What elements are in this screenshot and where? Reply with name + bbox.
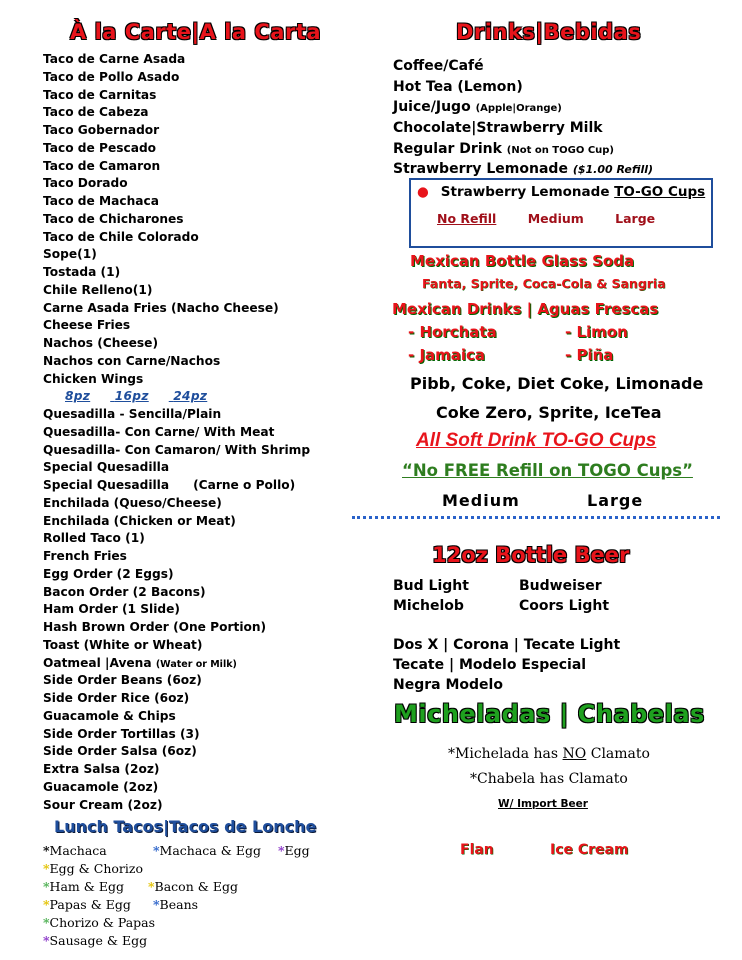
menu-item: Guacamole & Chips [43,708,176,723]
chabela-note: *Chabela has Clamato [470,771,628,787]
michelada-note: *Michelada has NO Clamato [448,746,650,762]
menu-item: Nachos con Carne/Nachos [43,353,221,368]
drinks-list [393,56,653,180]
menu-item: Special Quesadilla (Carne o Pollo) [43,478,296,492]
lemonade-sizes [437,211,682,226]
menu-item: Extra Salsa (2oz) [43,762,160,776]
beer-item: Negra Modelo [393,677,503,693]
medium-label: Medium [527,211,584,226]
section-divider [352,516,720,519]
menu-item: Quesadilla- Con Carne/ With Meat [43,424,275,439]
menu-item: Taco de Machaca [43,194,159,208]
menu-item: Quesadilla- Con Camaron/ With Shrimp [43,442,311,457]
a-la-carte-title: À la Carte|A la Carta [70,20,322,44]
beer-row [393,596,610,616]
menu-item: Rolled Taco (1) [43,531,145,546]
large-label: Large [615,211,656,226]
no-refill-label: No Refill [437,211,497,226]
mexican-soda-title: Mexican Bottle Glass Soda [410,252,635,270]
drink-note: (Not on TOGO Cup) [506,144,615,156]
beer-item: Bud Light [393,578,469,594]
lunch-item: *Beans [153,897,199,912]
menu-item: Carne Asada Fries (Nacho Cheese) [43,300,279,315]
drinks-title: Drinks|Bebidas [456,20,642,44]
large-size-label: Large [587,491,644,510]
lunch-tacos-list [43,842,310,950]
bullet-icon: ● [417,184,429,200]
lunch-row [43,842,310,860]
menu-item: Ham Order (1 Slide) [43,602,180,617]
menu-item: Taco de Pollo Asado [43,69,180,84]
soft-drinks-line: Pibb, Coke, Diet Coke, Limonade [410,374,704,393]
lunch-item: *Chorizo & Papas [43,915,156,930]
drink-item: Juice/Jugo (Apple|Orange) [393,99,562,116]
drink-item: Strawberry Lemonade ($1.00 Refill) [393,161,654,178]
bottle-beer-title: 12oz Bottle Beer [432,543,630,567]
menu-item: Taco de Carnitas [43,87,157,102]
menu-item: Nachos (Cheese) [43,336,159,350]
menu-item: Egg Order (2 Eggs) [43,566,174,581]
wing-size: 24pz [173,389,208,404]
menu-item: Quesadilla - Sencilla/Plain [43,407,222,421]
agua-item: - Jamaica [408,346,486,364]
wing-sizes [43,388,310,406]
asterisk-icon: * [43,897,50,912]
menu-item: Taco de Pescado [43,140,157,155]
asterisk-icon: * [153,843,160,858]
aguas-frescas-title: Mexican Drinks | Aguas Frescas [392,300,659,318]
soft-drinks-line: Coke Zero, Sprite, IceTea [436,403,662,422]
lunch-item: *Papas & Egg [43,897,131,912]
aguas-row [408,346,614,364]
togo-cups-title: All Soft Drink TO-GO Cups [416,430,657,451]
lunch-row [43,914,310,932]
menu-item: Side Order Rice (6oz) [43,691,190,705]
menu-item: Enchilada (Queso/Cheese) [43,495,222,510]
beer-item: Michelob [393,598,464,614]
lunch-item: *Machaca & Egg [153,843,261,858]
menu-item: Taco de Camaron [43,158,161,173]
asterisk-icon: * [153,897,160,912]
agua-item: - Horchata [408,323,497,341]
menu-item: Taco de Carne Asada [43,52,186,66]
menu-item: Taco de Chicharones [43,211,184,226]
micheladas-title: Micheladas | Chabelas [394,700,705,728]
menu-item-note: (Water or Milk) [155,658,237,670]
drink-note: ($1.00 Refill) [572,163,654,177]
mexican-soda-list: Fanta, Sprite, Coca-Cola & Sangria [422,276,666,291]
lunch-item: *Egg & Chorizo [43,861,143,876]
lunch-item: *Ham & Egg [43,879,124,894]
drink-item: Chocolate|Strawberry Milk [393,120,603,137]
menu-item-note: (Carne o Pollo) [193,478,296,492]
lunch-row [43,878,310,896]
menu-item: Taco Dorado [43,176,128,191]
menu-item: Side Order Beans (6oz) [43,673,202,688]
beer-item: Tecate | Modelo Especial [393,657,587,673]
flan-label: Flan [460,842,494,858]
lunch-row [43,860,310,878]
menu-item: Toast (White or Wheat) [43,637,203,652]
wing-size: 8pz [65,389,91,404]
lemonade-togo-box [409,178,713,248]
drink-item: Hot Tea (Lemon) [393,78,523,95]
menu-item: Sope(1) [43,247,97,262]
menu-item: Side Order Salsa (6oz) [43,744,197,759]
lunch-item: *Egg [278,843,310,858]
a-la-carte-list [43,51,310,814]
beer-item: Coors Light [519,598,610,614]
wing-size: 16pz [114,389,149,404]
menu-item: Bacon Order (2 Bacons) [43,584,206,599]
asterisk-icon: * [148,879,155,894]
agua-item: - Limon [565,323,628,341]
menu-item: Special Quesadilla [43,460,170,475]
menu-item: Taco de Cabeza [43,105,149,120]
menu-item: Hash Brown Order (One Portion) [43,620,267,634]
lunch-row [43,896,310,914]
beer-item: Budweiser [519,578,602,594]
lunch-tacos-title: Lunch Tacos|Tacos de Lonche [54,817,317,836]
asterisk-icon: * [43,879,50,894]
aguas-row [408,323,628,341]
beer-row [393,576,602,596]
no-free-refill-note: “No FREE Refill on TOGO Cups” [402,461,693,480]
lunch-item: *Sausage & Egg [43,933,148,948]
lemonade-togo-line: ● Strawberry Lemonade TO-GO Cups [417,184,706,200]
menu-item: Side Order Tortillas (3) [43,726,200,741]
menu-item: Chile Relleno(1) [43,282,153,297]
a-la-carte-column [0,0,370,960]
menu-item: Oatmeal |Avena (Water or Milk) [43,655,237,670]
asterisk-icon: * [43,915,50,930]
asterisk-icon: * [278,843,285,858]
menu-item: Tostada (1) [43,265,121,279]
agua-item: - Piña [565,346,614,364]
beer-item: Dos X | Corona | Tecate Light [393,637,621,653]
menu-item: French Fries [43,549,127,563]
drink-note: (Apple|Orange) [475,103,562,115]
lunch-item: *Machaca [43,843,107,858]
asterisk-icon: * [43,933,50,948]
asterisk-icon: * [43,861,50,876]
import-beer-note: W/ Import Beer [498,798,588,810]
menu-item: Taco Gobernador [43,123,160,137]
drinks-column [372,0,742,960]
menu-item: Taco de Chile Colorado [43,229,199,244]
ice-cream-label: Ice Cream [550,842,629,858]
drink-item: Regular Drink (Not on TOGO Cup) [393,140,615,157]
asterisk-icon: * [43,843,50,858]
menu-item: Chicken Wings [43,371,144,386]
menu-item: Enchilada (Chicken or Meat) [43,513,236,528]
lunch-item: *Bacon & Egg [148,879,238,894]
menu-item: Guacamole (2oz) [43,779,159,794]
medium-size-label: Medium [442,491,520,510]
menu-item: Sour Cream (2oz) [43,797,163,812]
lunch-row [43,932,310,950]
menu-item: Cheese Fries [43,318,131,333]
drink-item: Coffee/Café [393,58,484,74]
